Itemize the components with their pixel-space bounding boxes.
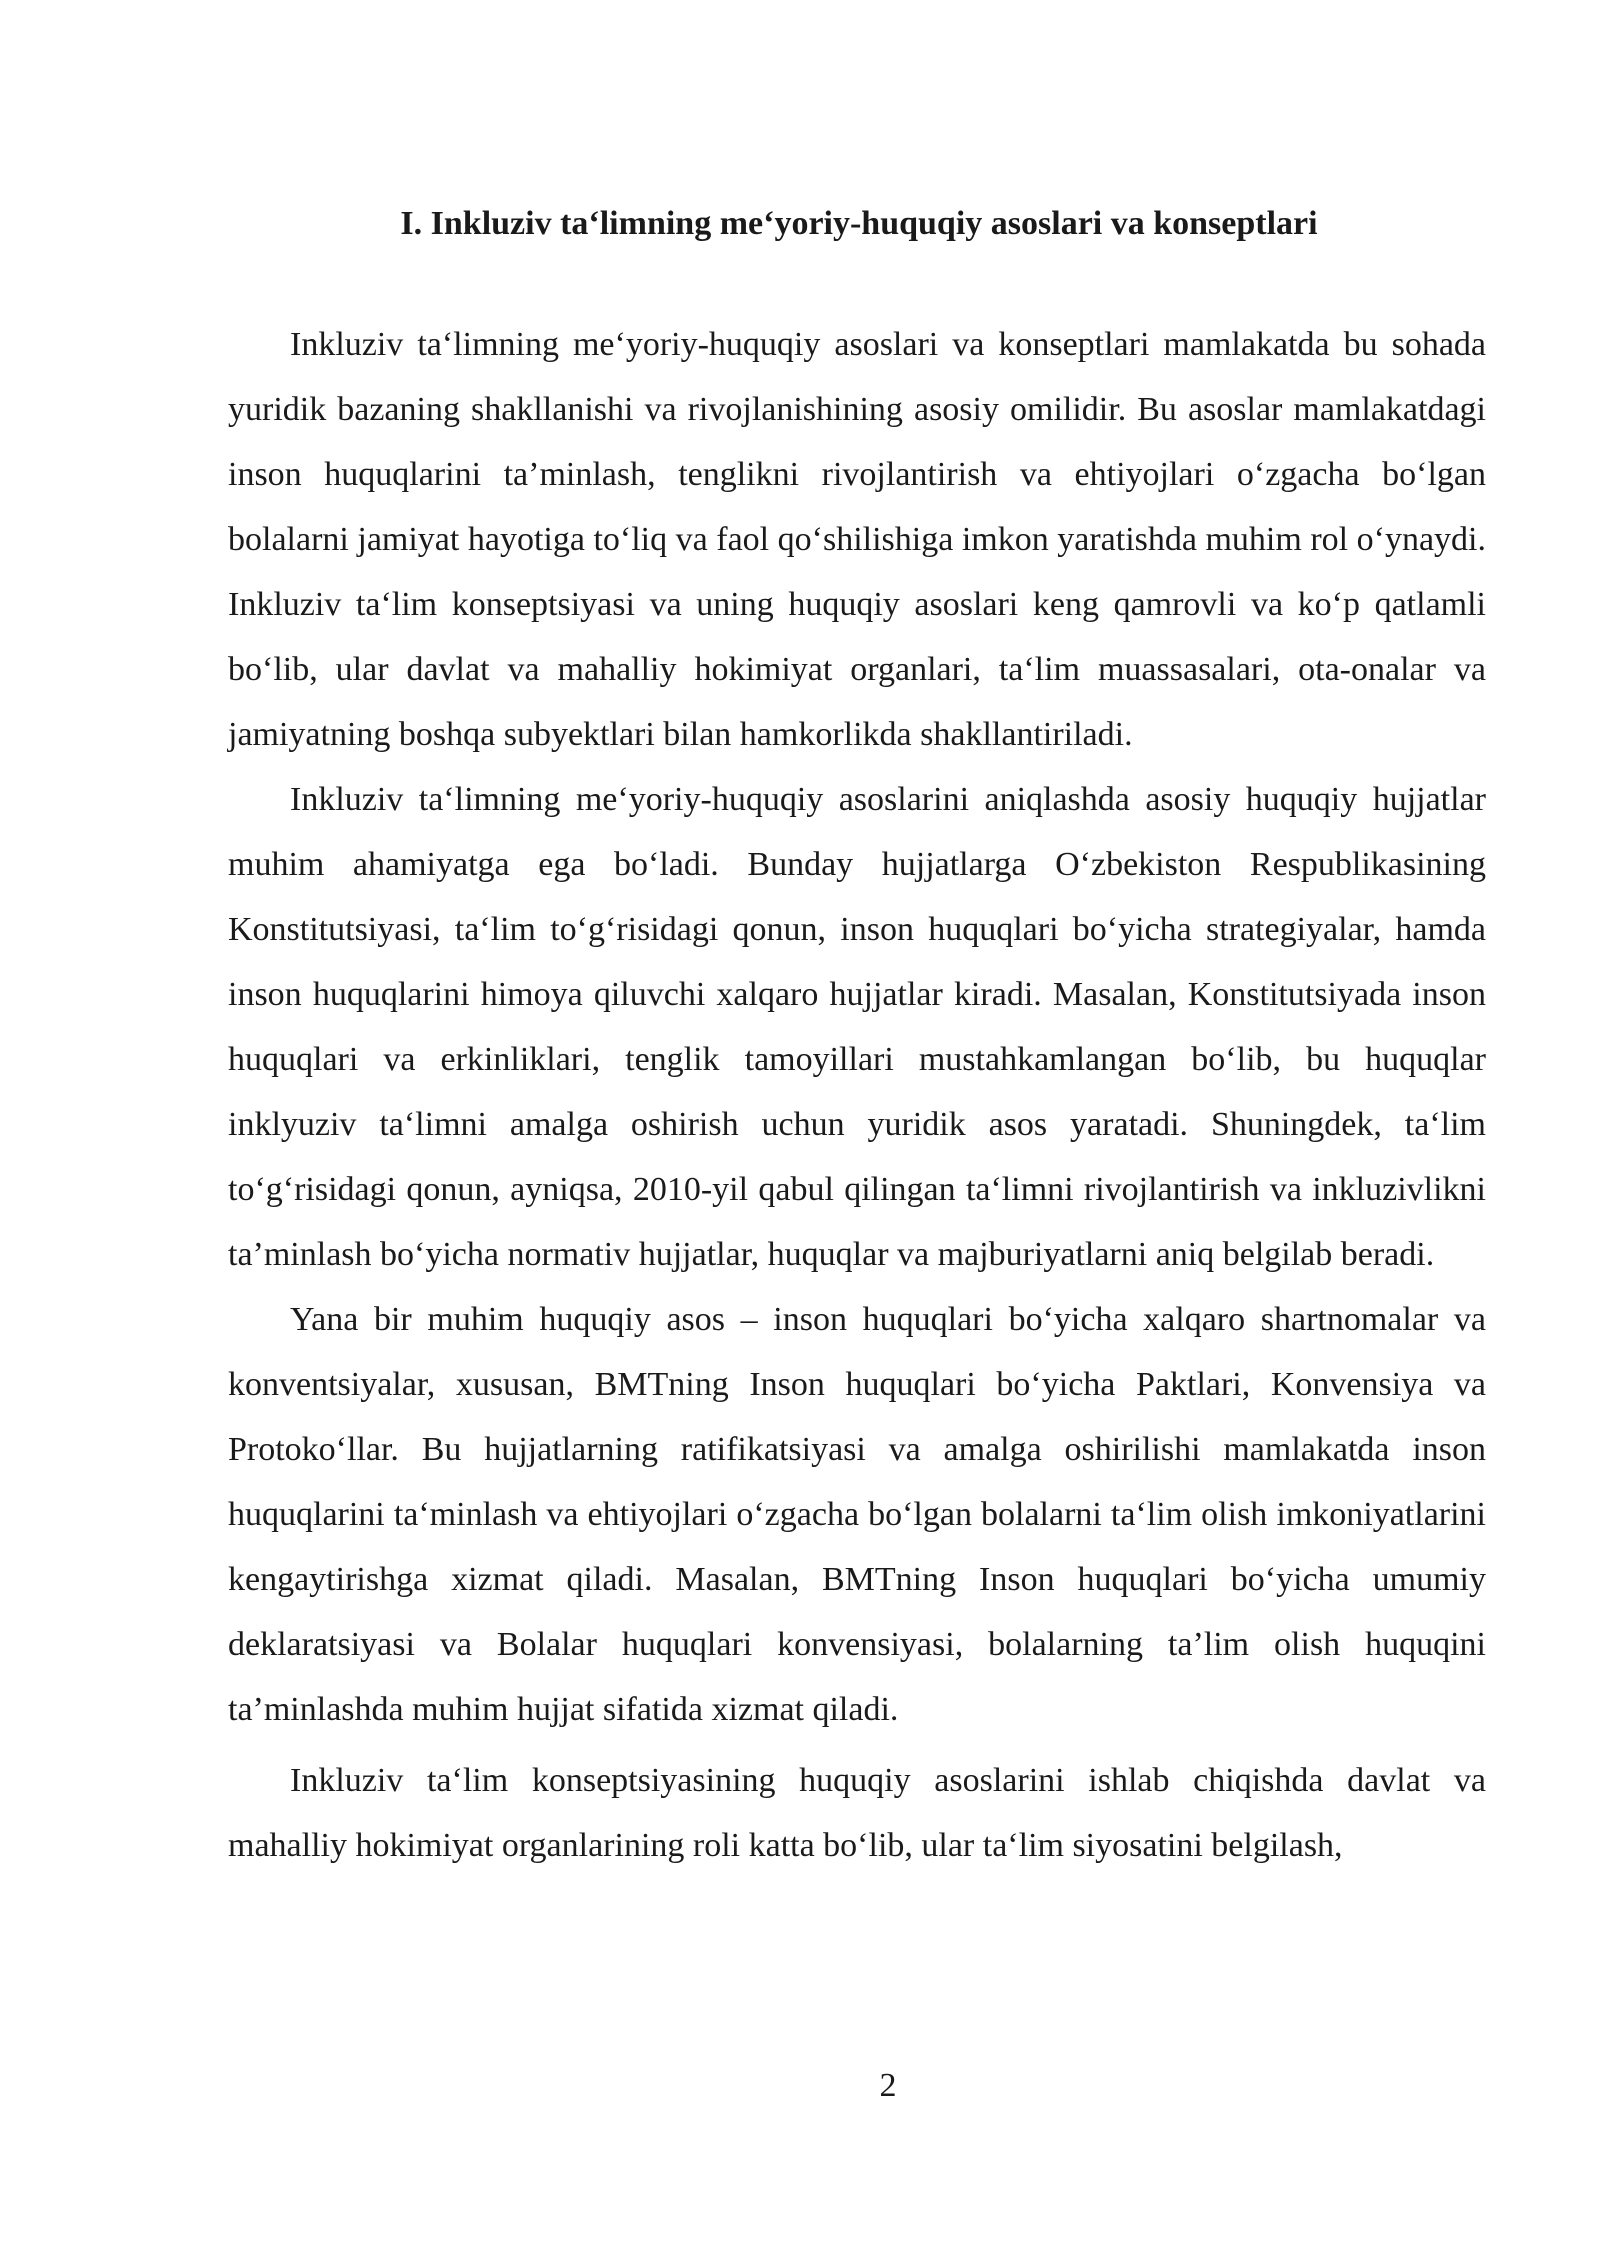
body-text (228, 312, 1486, 1878)
paragraph-4: Inkluziv ta‘lim konseptsiyasining huquqiy asoslarini ishlab chiqishda davlat va mahalliy hokimiyat organlarining roli katta bo‘lib, ular ta‘lim siyosatini belgilash, (228, 1762, 1486, 1864)
paragraph-1: Inkluziv ta‘limning me‘yoriy-huquqiy asoslari va konseptlari mamlakatda bu sohada yuridik bazaning shakllanishi va rivojlanishining asosiy omilidir. Bu asoslar mamlakatdagi inson huquqlarini ta’minlash, tenglikni rivojlantirish va ehtiyojlari o‘zgacha bo‘lgan bolalarni jamiyat hayotiga to‘liq va faol qo‘shilishiga imkon yaratishda muhim rol o‘ynaydi. Inkluziv ta‘lim konseptsiyasi va uning huquqiy asoslari keng qamrovli va ko‘p qatlamli bo‘lib, ular davlat va mahalliy hokimiyat organlari, ta‘lim muassasalari, ota-onalar va jamiyatning boshqa subyektlari bilan hamkorlikda shakllantiriladi. (228, 326, 1486, 753)
paragraph-3: Yana bir muhim huquqiy asos – inson huquqlari bo‘yicha xalqaro shartnomalar va konventsiyalar, xususan, BMTning Inson huquqlari bo‘yicha Paktlari, Konvensiya va Protoko‘llar. Bu hujjatlarning ratifikatsiyasi va amalga oshirilishi mamlakatda inson huquqlarini ta‘minlash va ehtiyojlari o‘zgacha bo‘lgan bolalarni ta‘lim olish imkoniyatlarini kengaytirishga xizmat qiladi. Masalan, BMTning Inson huquqlari bo‘yicha umumiy deklaratsiyasi va Bolalar huquqlari konvensiyasi, bolalarning ta’lim olish huquqini ta’minlashda muhim hujjat sifatida xizmat qiladi. (228, 1301, 1486, 1728)
page-number: 2 (879, 2067, 897, 2104)
paragraph-2: Inkluziv ta‘limning me‘yoriy-huquqiy asoslarini aniqlashda asosiy huquqiy hujjatlar muhim ahamiyatga ega bo‘ladi. Bunday hujjatlarga O‘zbekiston Respublikasining Konstitutsiyasi, ta‘lim to‘g‘risidagi qonun, inson huquqlari bo‘yicha strategiyalar, hamda inson huquqlarini himoya qiluvchi xalqaro hujjatlar kiradi. Masalan, Konstitutsiyada inson huquqlari va erkinliklari, tenglik tamoyillari mustahkamlangan bo‘lib, bu huquqlar inklyuziv ta‘limni amalga oshirish uchun yuridik asos yaratadi. Shuningdek, ta‘lim to‘g‘risidagi qonun, ayniqsa, 2010-yil qabul qilingan ta‘limni rivojlantirish va inkluzivlikni ta’minlash bo‘yicha normativ hujjatlar, huquqlar va majburiyatlarni aniq belgilab beradi. (228, 781, 1486, 1273)
section-heading: I. Inkluziv ta‘limning me‘yoriy-huquqiy asoslari va konseptlari (400, 205, 1318, 242)
